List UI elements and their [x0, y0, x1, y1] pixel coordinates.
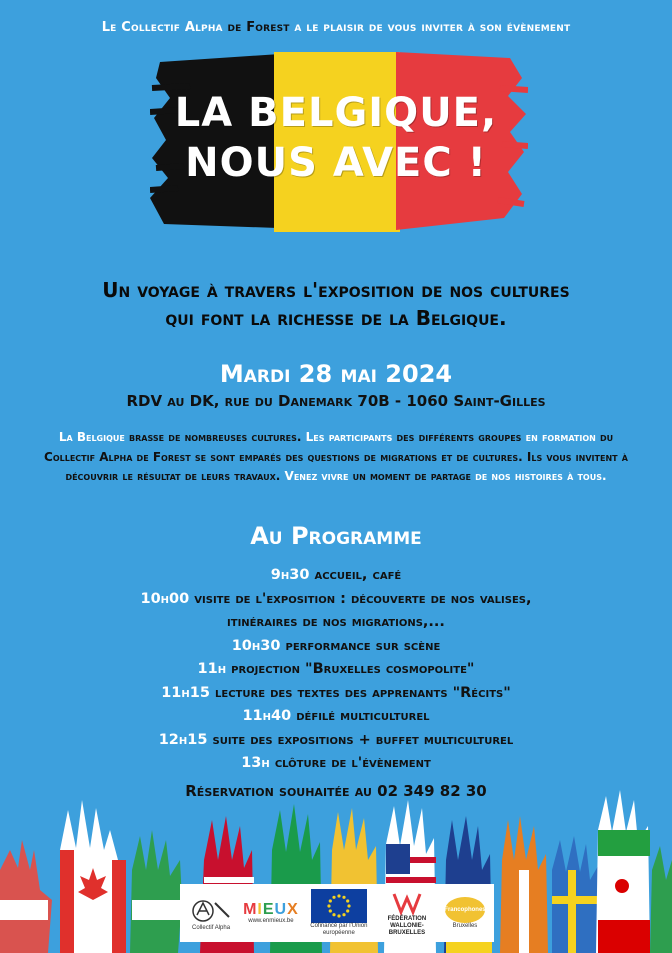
logo-eu: Cofinancé par l'Union européenne: [309, 886, 369, 940]
subtitle-line-1: Un voyage à travers l'exposition de nos cultures: [102, 278, 570, 302]
program-item: 11h15 lecture des textes des apprenants "Récits": [161, 684, 511, 701]
program-item: 10h00 visite de l'exposition : découverte de nos valises,: [140, 590, 532, 607]
reservation-phone[interactable]: 02 349 82 30: [377, 782, 487, 800]
subtitle-line-2: qui font la richesse de la Belgique.: [165, 306, 507, 330]
program-item: 13h clôture de l'évènement: [241, 755, 431, 771]
hand-canada: [60, 800, 126, 953]
intro-line: [0, 20, 672, 35]
subtitle: [0, 276, 672, 332]
desc-venez: Venez vivre: [284, 469, 349, 483]
desc-partage: un moment de partage: [352, 469, 471, 483]
program-item: itinéraires de nos migrations,...: [227, 614, 445, 630]
desc-belgique: La Belgique: [58, 430, 125, 444]
logo-federation-wallonie-bruxelles: FÉDÉRATION WALLONIE-BRUXELLES: [379, 886, 435, 940]
mieux-url[interactable]: www.enmieux.be: [248, 917, 294, 924]
event-description: [40, 428, 632, 487]
main-title: [150, 88, 522, 188]
program-list: [0, 564, 672, 776]
hand-right-edge: [650, 846, 672, 953]
hand-green: [130, 830, 182, 953]
eu-flag-icon: [311, 889, 367, 923]
hand-orange: [500, 816, 548, 953]
desc-groupes: des différents groupes: [396, 430, 522, 444]
fwb-logo-icon: [392, 890, 422, 916]
program-item: 10h30 performance sur scène: [231, 637, 441, 654]
partner-logos: [180, 884, 494, 942]
intro-invitation: a le plaisir de vous inviter à son évènement: [294, 20, 571, 35]
logo-francophones-bruxelles: Francophones Bruxelles: [445, 886, 485, 940]
title-line-2: NOUS AVEC !: [185, 140, 487, 186]
logo-mieux: MIEUX www.enmieux.be: [243, 900, 299, 924]
desc-collectif: du Collectif Alpha de Forest se sont emparés des questions de migrations et de cultures. Ils vous invitent à découvrir le résultat de leurs travaux.: [44, 430, 628, 483]
hand-left-1: [0, 840, 52, 953]
program-title: Au Programme: [250, 522, 422, 550]
event-venue: RDV au DK, rue du Danemark 70B - 1060 Saint-Gilles: [126, 392, 546, 410]
hand-iran: [596, 790, 650, 953]
logo-collectif-alpha: Collectif Alpha: [189, 886, 233, 940]
hand-sweden: [552, 836, 600, 953]
program-item: 9h30 accueil, café: [270, 567, 402, 583]
program-item: 11h40 défilé multiculturel: [242, 708, 430, 724]
reservation-label: Réservation souhaitée au: [185, 782, 372, 800]
event-date: Mardi 28 mai 2024: [219, 360, 453, 388]
program-item: 12h15 suite des expositions + buffet multiculturel: [158, 731, 514, 748]
program-item: 11h projection "Bruxelles cosmopolite": [197, 661, 475, 677]
collectif-alpha-icon: [189, 895, 233, 925]
desc-participants: Les participants: [305, 430, 393, 444]
title-line-1: LA BELGIQUE,: [174, 90, 498, 136]
intro-collectif: Le Collectif Alpha: [101, 20, 223, 35]
intro-forest: de Forest: [227, 20, 290, 35]
desc-cultures: brasse de nombreuses cultures.: [129, 430, 302, 444]
desc-histoires: de nos histoires à tous.: [475, 469, 607, 483]
desc-formation: en formation: [525, 430, 596, 444]
francophones-icon: Francophones: [445, 897, 485, 923]
